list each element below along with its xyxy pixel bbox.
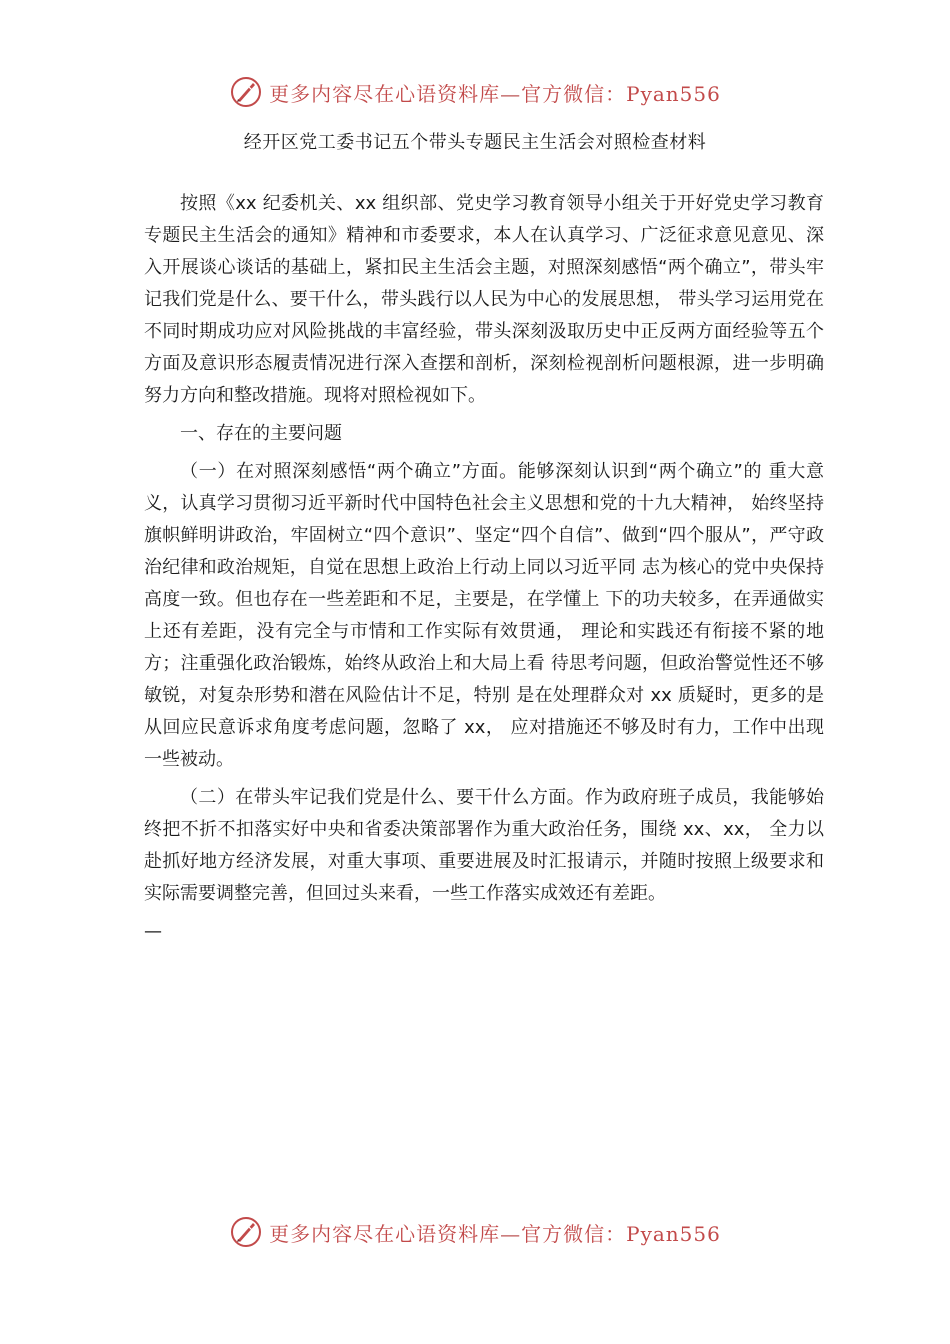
- watermark-wechat-label: 官方微信：: [521, 1221, 627, 1246]
- watermark-separator: —: [500, 81, 522, 106]
- paragraph-section-2: （二）在带头牢记我们党是什么、要干什么方面。作为政府班子成员，我能够始终把不折不扣落实好中央和省委决策部署作为重大政治任务，围绕 xx、xx， 全力以赴抓好地方经济发展，对重大事项、重要进展及时汇报请示，并随时按照上级要求和实际需要调整完善，但回过头来看，一些工作落实成效还有差距。: [144, 787, 824, 904]
- watermark-main: 更多内容尽在心语资料库: [269, 81, 501, 106]
- watermark-main: 更多内容尽在心语资料库: [269, 1221, 501, 1246]
- quill-pen-icon: [229, 75, 263, 109]
- quill-pen-icon: [229, 1215, 263, 1249]
- watermark-wechat-label: 官方微信：: [521, 81, 627, 106]
- footer-watermark: [0, 1212, 950, 1252]
- watermark-text: [269, 1218, 721, 1247]
- paragraph-intro: 按照《xx 纪委机关、xx 组织部、党史学习教育领导小组关于开好党史学习教育专题民主生活会的通知》精神和市委要求，本人在认真学习、广泛征求意见意见、深入开展谈心谈话的基础上，紧扣民主生活会主题，对照深刻感悟“两个确立”，带头牢记我们党是什么、要干什么，带头践行以人民为中心的发展思想， 带头学习运用党在不同时期成功应对风险挑战的丰富经验，带头深刻汲取历史中正反两方面经验等五个方面及意识形态履责情况进行深入查摆和剖析，深刻检视剖析问题根源，进一步明确努力方向和整改措施。现将对照检视如下。: [144, 193, 824, 406]
- watermark-separator: —: [500, 1221, 522, 1246]
- watermark-wechat-id: Pyan556: [626, 81, 721, 106]
- paragraph-section-1: （一）在对照深刻感悟“两个确立”方面。能够深刻认识到“两个确立”的 重大意义，认真学习贯彻习近平新时代中国特色社会主义思想和党的十九大精神， 始终坚持旗帜鲜明讲政治，牢固树立“四个意识”、坚定“四个自信”、做到“四个服从”，严守政治纪律和政治规矩，自觉在思想上政治上行动上同以习近平同 志为核心的党中央保持高度一致。但也存在一些差距和不足，主要是，在学懂上 下的功夫较多，在弄通做实上还有差距，没有完全与市情和工作实际有效贯通， 理论和实践还有衔接不紧的地方；注重强化政治锻炼，始终从政治上和大局上看 待思考问题，但政治警觉性还不够敏锐，对复杂形势和潜在风险估计不足，特别 是在处理群众对 xx 质疑时，更多的是从回应民意诉求角度考虑问题，忽略了 xx， 应对措施还不够及时有力，工作中出现一些被动。: [144, 461, 824, 770]
- document-body: [144, 188, 824, 948]
- watermark-wechat-id: Pyan556: [626, 1221, 721, 1246]
- trailing-dash: —: [144, 921, 162, 942]
- document-title: 经开区党工委书记五个带头专题民主生活会对照检查材料: [243, 132, 707, 153]
- header-watermark: [0, 72, 950, 112]
- watermark-text: [269, 78, 721, 107]
- section-heading: 一、存在的主要问题: [180, 423, 342, 444]
